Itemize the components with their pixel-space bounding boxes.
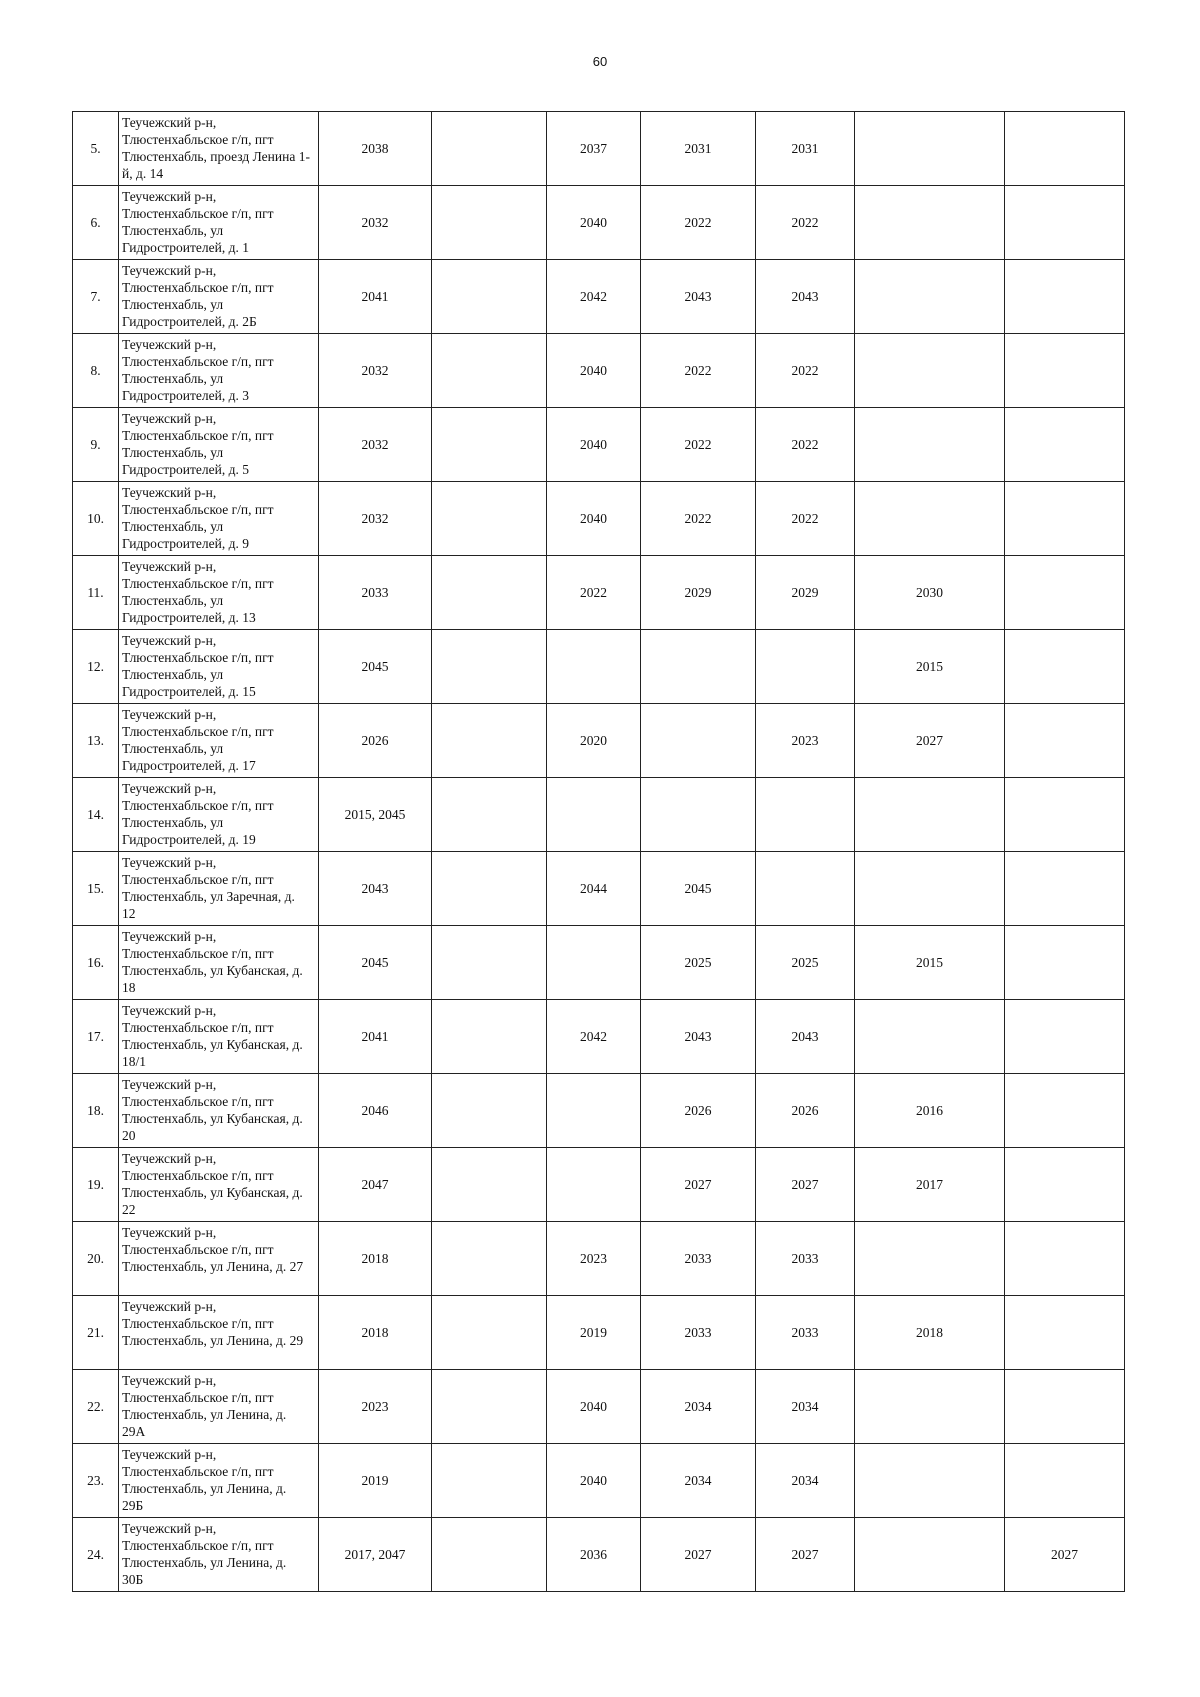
year-cell-c4: 2045 [641, 852, 756, 926]
table-body [73, 112, 1125, 1592]
year-cell-c3 [547, 630, 641, 704]
year-cell-c4: 2025 [641, 926, 756, 1000]
year-cell-c2 [432, 1518, 547, 1592]
table-row [73, 482, 1125, 556]
address-cell: Теучежский р-н, Тлюстенхабльское г/п, пгт Тлюстенхабль, ул Кубанская, д. 18/1 [119, 1000, 319, 1074]
year-cell-c3 [547, 1074, 641, 1148]
year-cell-c1: 2032 [319, 408, 432, 482]
row-number: 5. [73, 112, 119, 186]
address-cell: Теучежский р-н, Тлюстенхабльское г/п, пгт Тлюстенхабль, ул Гидростроителей, д. 1 [119, 186, 319, 260]
year-cell-c6 [855, 852, 1005, 926]
year-cell-c2 [432, 1444, 547, 1518]
row-number: 19. [73, 1148, 119, 1222]
address-cell: Теучежский р-н, Тлюстенхабльское г/п, пгт Тлюстенхабль, ул Ленина, д. 29А [119, 1370, 319, 1444]
year-cell-c4: 2027 [641, 1518, 756, 1592]
year-cell-c2 [432, 1222, 547, 1296]
year-cell-c6: 2015 [855, 630, 1005, 704]
address-cell: Теучежский р-н, Тлюстенхабльское г/п, пгт Тлюстенхабль, ул Ленина, д. 29 [119, 1296, 319, 1370]
year-cell-c7 [1005, 704, 1125, 778]
address-cell: Теучежский р-н, Тлюстенхабльское г/п, пгт Тлюстенхабль, ул Ленина, д. 27 [119, 1222, 319, 1296]
address-cell: Теучежский р-н, Тлюстенхабльское г/п, пгт Тлюстенхабль, ул Ленина, д. 30Б [119, 1518, 319, 1592]
address-cell: Теучежский р-н, Тлюстенхабльское г/п, пгт Тлюстенхабль, ул Гидростроителей, д. 17 [119, 704, 319, 778]
year-cell-c7 [1005, 482, 1125, 556]
table-row [73, 852, 1125, 926]
year-cell-c5: 2034 [756, 1444, 855, 1518]
year-cell-c6 [855, 1444, 1005, 1518]
table-row [73, 630, 1125, 704]
year-cell-c5: 2025 [756, 926, 855, 1000]
year-cell-c6: 2030 [855, 556, 1005, 630]
table-row [73, 1148, 1125, 1222]
year-cell-c7 [1005, 1222, 1125, 1296]
table-row [73, 334, 1125, 408]
year-cell-c6 [855, 260, 1005, 334]
year-cell-c3: 2040 [547, 408, 641, 482]
year-cell-c2 [432, 1296, 547, 1370]
table-row [73, 704, 1125, 778]
table-row [73, 926, 1125, 1000]
table-row [73, 1296, 1125, 1370]
address-cell: Теучежский р-н, Тлюстенхабльское г/п, пгт Тлюстенхабль, проезд Ленина 1- й, д. 14 [119, 112, 319, 186]
year-cell-c3: 2042 [547, 1000, 641, 1074]
year-cell-c4 [641, 630, 756, 704]
row-number: 18. [73, 1074, 119, 1148]
table-row [73, 1370, 1125, 1444]
year-cell-c3: 2037 [547, 112, 641, 186]
address-cell: Теучежский р-н, Тлюстенхабльское г/п, пгт Тлюстенхабль, ул Гидростроителей, д. 13 [119, 556, 319, 630]
row-number: 7. [73, 260, 119, 334]
year-cell-c1: 2041 [319, 1000, 432, 1074]
year-cell-c1: 2043 [319, 852, 432, 926]
year-cell-c7 [1005, 1370, 1125, 1444]
year-cell-c2 [432, 1074, 547, 1148]
year-cell-c7 [1005, 186, 1125, 260]
year-cell-c5: 2031 [756, 112, 855, 186]
year-cell-c1: 2038 [319, 112, 432, 186]
year-cell-c7 [1005, 1074, 1125, 1148]
row-number: 17. [73, 1000, 119, 1074]
address-cell: Теучежский р-н, Тлюстенхабльское г/п, пгт Тлюстенхабль, ул Кубанская, д. 18 [119, 926, 319, 1000]
year-cell-c4: 2022 [641, 482, 756, 556]
year-cell-c5: 2022 [756, 408, 855, 482]
year-cell-c4: 2022 [641, 408, 756, 482]
year-cell-c1: 2032 [319, 334, 432, 408]
year-cell-c3: 2044 [547, 852, 641, 926]
year-cell-c5: 2033 [756, 1222, 855, 1296]
year-cell-c1: 2015, 2045 [319, 778, 432, 852]
year-cell-c4: 2033 [641, 1296, 756, 1370]
year-cell-c4: 2026 [641, 1074, 756, 1148]
year-cell-c5: 2022 [756, 186, 855, 260]
year-cell-c1: 2023 [319, 1370, 432, 1444]
year-cell-c5: 2033 [756, 1296, 855, 1370]
year-cell-c7 [1005, 260, 1125, 334]
year-cell-c6: 2018 [855, 1296, 1005, 1370]
year-cell-c4 [641, 778, 756, 852]
year-cell-c3: 2040 [547, 334, 641, 408]
year-cell-c6 [855, 408, 1005, 482]
year-cell-c2 [432, 260, 547, 334]
address-cell: Теучежский р-н, Тлюстенхабльское г/п, пгт Тлюстенхабль, ул Гидростроителей, д. 2Б [119, 260, 319, 334]
table-row [73, 112, 1125, 186]
year-cell-c6 [855, 778, 1005, 852]
year-cell-c6: 2017 [855, 1148, 1005, 1222]
year-cell-c7 [1005, 556, 1125, 630]
year-cell-c3 [547, 926, 641, 1000]
year-cell-c5: 2027 [756, 1518, 855, 1592]
row-number: 16. [73, 926, 119, 1000]
year-cell-c7 [1005, 1148, 1125, 1222]
year-cell-c1: 2018 [319, 1222, 432, 1296]
address-cell: Теучежский р-н, Тлюстенхабльское г/п, пгт Тлюстенхабль, ул Кубанская, д. 22 [119, 1148, 319, 1222]
year-cell-c5 [756, 778, 855, 852]
year-cell-c4: 2043 [641, 1000, 756, 1074]
row-number: 20. [73, 1222, 119, 1296]
page-number: 60 [592, 54, 608, 69]
year-cell-c7 [1005, 112, 1125, 186]
address-cell: Теучежский р-н, Тлюстенхабльское г/п, пгт Тлюстенхабль, ул Гидростроителей, д. 19 [119, 778, 319, 852]
year-cell-c6 [855, 186, 1005, 260]
year-cell-c3: 2022 [547, 556, 641, 630]
year-cell-c1: 2046 [319, 1074, 432, 1148]
year-cell-c3: 2040 [547, 482, 641, 556]
year-cell-c1: 2033 [319, 556, 432, 630]
year-cell-c5 [756, 630, 855, 704]
year-cell-c5: 2034 [756, 1370, 855, 1444]
row-number: 22. [73, 1370, 119, 1444]
year-cell-c6 [855, 1370, 1005, 1444]
year-cell-c5: 2022 [756, 482, 855, 556]
address-cell: Теучежский р-н, Тлюстенхабльское г/п, пгт Тлюстенхабль, ул Гидростроителей, д. 15 [119, 630, 319, 704]
table-row [73, 1222, 1125, 1296]
year-cell-c7 [1005, 1444, 1125, 1518]
year-cell-c1: 2019 [319, 1444, 432, 1518]
year-cell-c5: 2043 [756, 1000, 855, 1074]
year-cell-c5: 2029 [756, 556, 855, 630]
year-cell-c1: 2032 [319, 482, 432, 556]
year-cell-c7 [1005, 1000, 1125, 1074]
year-cell-c7 [1005, 1296, 1125, 1370]
row-number: 23. [73, 1444, 119, 1518]
year-cell-c1: 2041 [319, 260, 432, 334]
address-cell: Теучежский р-н, Тлюстенхабльское г/п, пгт Тлюстенхабль, ул Гидростроителей, д. 9 [119, 482, 319, 556]
year-cell-c7 [1005, 926, 1125, 1000]
year-cell-c2 [432, 1148, 547, 1222]
row-number: 10. [73, 482, 119, 556]
table-row [73, 1518, 1125, 1592]
year-cell-c5 [756, 852, 855, 926]
row-number: 13. [73, 704, 119, 778]
year-cell-c7 [1005, 408, 1125, 482]
year-cell-c2 [432, 482, 547, 556]
year-cell-c3: 2023 [547, 1222, 641, 1296]
year-cell-c1: 2045 [319, 630, 432, 704]
year-cell-c6 [855, 1518, 1005, 1592]
year-cell-c2 [432, 334, 547, 408]
year-cell-c1: 2045 [319, 926, 432, 1000]
year-cell-c4: 2031 [641, 112, 756, 186]
year-cell-c4: 2022 [641, 334, 756, 408]
address-cell: Теучежский р-н, Тлюстенхабльское г/п, пгт Тлюстенхабль, ул Гидростроителей, д. 5 [119, 408, 319, 482]
year-cell-c2 [432, 630, 547, 704]
year-cell-c2 [432, 1370, 547, 1444]
address-cell: Теучежский р-н, Тлюстенхабльское г/п, пгт Тлюстенхабль, ул Гидростроителей, д. 3 [119, 334, 319, 408]
table-row [73, 556, 1125, 630]
year-cell-c7: 2027 [1005, 1518, 1125, 1592]
year-cell-c2 [432, 1000, 547, 1074]
year-cell-c4: 2043 [641, 260, 756, 334]
row-number: 6. [73, 186, 119, 260]
year-cell-c3: 2040 [547, 1444, 641, 1518]
year-cell-c1: 2018 [319, 1296, 432, 1370]
year-cell-c6 [855, 1222, 1005, 1296]
year-cell-c3: 2040 [547, 1370, 641, 1444]
table-row [73, 408, 1125, 482]
year-cell-c6: 2016 [855, 1074, 1005, 1148]
row-number: 21. [73, 1296, 119, 1370]
year-cell-c4: 2034 [641, 1444, 756, 1518]
year-cell-c6 [855, 334, 1005, 408]
year-cell-c2 [432, 926, 547, 1000]
year-cell-c2 [432, 408, 547, 482]
table-row [73, 1074, 1125, 1148]
year-cell-c5: 2027 [756, 1148, 855, 1222]
year-cell-c6 [855, 112, 1005, 186]
table-row [73, 260, 1125, 334]
year-cell-c4: 2027 [641, 1148, 756, 1222]
year-cell-c2 [432, 852, 547, 926]
address-cell: Теучежский р-н, Тлюстенхабльское г/п, пгт Тлюстенхабль, ул Кубанская, д. 20 [119, 1074, 319, 1148]
year-cell-c6: 2027 [855, 704, 1005, 778]
address-cell: Теучежский р-н, Тлюстенхабльское г/п, пгт Тлюстенхабль, ул Ленина, д. 29Б [119, 1444, 319, 1518]
year-cell-c4: 2033 [641, 1222, 756, 1296]
table-row [73, 186, 1125, 260]
year-cell-c2 [432, 778, 547, 852]
table-row [73, 778, 1125, 852]
year-cell-c3: 2019 [547, 1296, 641, 1370]
year-cell-c7 [1005, 852, 1125, 926]
year-cell-c5: 2022 [756, 334, 855, 408]
year-cell-c4: 2022 [641, 186, 756, 260]
year-cell-c6 [855, 1000, 1005, 1074]
year-cell-c4 [641, 704, 756, 778]
year-cell-c1: 2026 [319, 704, 432, 778]
year-cell-c3: 2036 [547, 1518, 641, 1592]
year-cell-c4: 2034 [641, 1370, 756, 1444]
year-cell-c3 [547, 778, 641, 852]
row-number: 15. [73, 852, 119, 926]
row-number: 11. [73, 556, 119, 630]
row-number: 8. [73, 334, 119, 408]
year-cell-c6 [855, 482, 1005, 556]
address-cell: Теучежский р-н, Тлюстенхабльское г/п, пгт Тлюстенхабль, ул Заречная, д. 12 [119, 852, 319, 926]
table-row [73, 1444, 1125, 1518]
year-cell-c5: 2043 [756, 260, 855, 334]
year-cell-c4: 2029 [641, 556, 756, 630]
year-cell-c7 [1005, 630, 1125, 704]
year-cell-c1: 2032 [319, 186, 432, 260]
year-cell-c3: 2040 [547, 186, 641, 260]
year-cell-c1: 2047 [319, 1148, 432, 1222]
year-cell-c6: 2015 [855, 926, 1005, 1000]
year-cell-c3 [547, 1148, 641, 1222]
row-number: 24. [73, 1518, 119, 1592]
data-table [72, 111, 1125, 1592]
year-cell-c3: 2020 [547, 704, 641, 778]
year-cell-c3: 2042 [547, 260, 641, 334]
row-number: 9. [73, 408, 119, 482]
year-cell-c2 [432, 186, 547, 260]
year-cell-c2 [432, 704, 547, 778]
year-cell-c7 [1005, 778, 1125, 852]
year-cell-c2 [432, 556, 547, 630]
year-cell-c2 [432, 112, 547, 186]
row-number: 14. [73, 778, 119, 852]
row-number: 12. [73, 630, 119, 704]
year-cell-c7 [1005, 334, 1125, 408]
year-cell-c5: 2023 [756, 704, 855, 778]
table-row [73, 1000, 1125, 1074]
year-cell-c1: 2017, 2047 [319, 1518, 432, 1592]
year-cell-c5: 2026 [756, 1074, 855, 1148]
